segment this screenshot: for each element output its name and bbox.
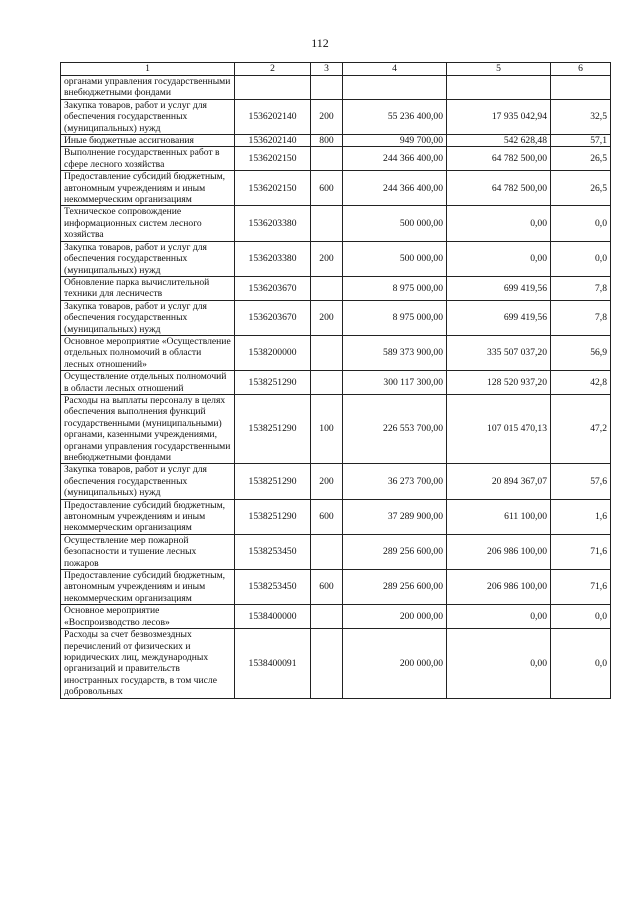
- row-code-cell: 1538253450: [235, 570, 311, 605]
- row-code-cell: 1538251290: [235, 371, 311, 395]
- row-percent-cell: 57,1: [551, 135, 611, 147]
- table-row: [61, 394, 611, 463]
- row-expense-type-cell: [311, 76, 343, 100]
- row-percent-cell: 57,6: [551, 464, 611, 499]
- row-code-cell: 1538400091: [235, 629, 311, 698]
- row-plan-cell: 949 700,00: [343, 135, 447, 147]
- header-cell-executed: 5: [447, 63, 551, 76]
- row-code-cell: 1536203380: [235, 241, 311, 276]
- table-row: [61, 300, 611, 335]
- row-plan-cell: [343, 76, 447, 100]
- row-plan-cell: 200 000,00: [343, 605, 447, 629]
- row-name-cell: Предоставление субсидий бюджетным, автономным учреждениям и иным некоммерческим организациям: [61, 499, 235, 534]
- header-cell-plan: 4: [343, 63, 447, 76]
- table-row: [61, 241, 611, 276]
- row-name-cell: Выполнение государственных работ в сфере лесного хозяйства: [61, 147, 235, 171]
- row-plan-cell: 55 236 400,00: [343, 99, 447, 134]
- row-code-cell: 1536203670: [235, 276, 311, 300]
- row-percent-cell: 32,5: [551, 99, 611, 134]
- table-row: [61, 534, 611, 569]
- row-name-cell: Техническое сопровождение информационных систем лесного хозяйства: [61, 206, 235, 241]
- row-expense-type-cell: [311, 371, 343, 395]
- row-expense-type-cell: [311, 147, 343, 171]
- row-name-cell: Закупка товаров, работ и услуг для обеспечения государственных (муниципальных) нужд: [61, 241, 235, 276]
- row-percent-cell: 71,6: [551, 534, 611, 569]
- row-percent-cell: 71,6: [551, 570, 611, 605]
- row-code-cell: 1536203380: [235, 206, 311, 241]
- row-executed-cell: [447, 76, 551, 100]
- row-percent-cell: 7,8: [551, 276, 611, 300]
- row-executed-cell: 64 782 500,00: [447, 171, 551, 206]
- row-expense-type-cell: 100: [311, 394, 343, 463]
- row-name-cell: Закупка товаров, работ и услуг для обеспечения государственных (муниципальных) нужд: [61, 464, 235, 499]
- row-name-cell: Основное мероприятие «Воспроизводство лесов»: [61, 605, 235, 629]
- row-name-cell: Осуществление отдельных полномочий в области лесных отношений: [61, 371, 235, 395]
- row-expense-type-cell: [311, 534, 343, 569]
- table-row: [61, 464, 611, 499]
- row-expense-type-cell: 200: [311, 99, 343, 134]
- header-cell-expense-type: 3: [311, 63, 343, 76]
- row-plan-cell: 500 000,00: [343, 241, 447, 276]
- row-executed-cell: 20 894 367,07: [447, 464, 551, 499]
- row-code-cell: 1536203670: [235, 300, 311, 335]
- row-plan-cell: 8 975 000,00: [343, 276, 447, 300]
- row-plan-cell: 36 273 700,00: [343, 464, 447, 499]
- table-row: [61, 371, 611, 395]
- table-row: [61, 605, 611, 629]
- table-row: [61, 335, 611, 370]
- row-plan-cell: 8 975 000,00: [343, 300, 447, 335]
- row-expense-type-cell: 200: [311, 241, 343, 276]
- row-executed-cell: 0,00: [447, 206, 551, 241]
- row-code-cell: 1538253450: [235, 534, 311, 569]
- table-row: [61, 135, 611, 147]
- row-expense-type-cell: 600: [311, 570, 343, 605]
- row-name-cell: Расходы за счет безвозмездных перечислений от физических и юридических лиц, международных организаций и правительств иностранных государств, в том числе добровольных: [61, 629, 235, 698]
- row-executed-cell: 206 986 100,00: [447, 570, 551, 605]
- row-executed-cell: 17 935 042,94: [447, 99, 551, 134]
- table-row: [61, 147, 611, 171]
- row-expense-type-cell: [311, 605, 343, 629]
- row-executed-cell: 0,00: [447, 629, 551, 698]
- row-executed-cell: 0,00: [447, 241, 551, 276]
- table-row: [61, 206, 611, 241]
- row-name-cell: Иные бюджетные ассигнования: [61, 135, 235, 147]
- header-cell-name: 1: [61, 63, 235, 76]
- row-percent-cell: 42,8: [551, 371, 611, 395]
- row-code-cell: 1538200000: [235, 335, 311, 370]
- row-executed-cell: 128 520 937,20: [447, 371, 551, 395]
- row-expense-type-cell: [311, 206, 343, 241]
- row-percent-cell: 0,0: [551, 605, 611, 629]
- table-row: [61, 570, 611, 605]
- table-header: [61, 63, 611, 76]
- row-expense-type-cell: 600: [311, 499, 343, 534]
- row-name-cell: органами управления государственными внебюджетными фондами: [61, 76, 235, 100]
- row-code-cell: 1538400000: [235, 605, 311, 629]
- row-name-cell: Закупка товаров, работ и услуг для обеспечения государственных (муниципальных) нужд: [61, 300, 235, 335]
- row-plan-cell: 589 373 900,00: [343, 335, 447, 370]
- row-percent-cell: 1,6: [551, 499, 611, 534]
- row-plan-cell: 244 366 400,00: [343, 171, 447, 206]
- row-percent-cell: 0,0: [551, 629, 611, 698]
- row-percent-cell: 26,5: [551, 147, 611, 171]
- row-code-cell: 1536202150: [235, 171, 311, 206]
- row-executed-cell: 0,00: [447, 605, 551, 629]
- row-executed-cell: 335 507 037,20: [447, 335, 551, 370]
- row-name-cell: Предоставление субсидий бюджетным, автономным учреждениям и иным некоммерческим организациям: [61, 570, 235, 605]
- row-code-cell: 1536202140: [235, 135, 311, 147]
- table-row: [61, 499, 611, 534]
- row-name-cell: Предоставление субсидий бюджетным, автономным учреждениям и иным некоммерческим организациям: [61, 171, 235, 206]
- row-code-cell: 1538251290: [235, 394, 311, 463]
- row-code-cell: 1538251290: [235, 499, 311, 534]
- row-expense-type-cell: 200: [311, 464, 343, 499]
- row-name-cell: Осуществление мер пожарной безопасности и тушение лесных пожаров: [61, 534, 235, 569]
- row-executed-cell: 206 986 100,00: [447, 534, 551, 569]
- table-body: [61, 76, 611, 699]
- row-percent-cell: [551, 76, 611, 100]
- row-percent-cell: 26,5: [551, 171, 611, 206]
- row-expense-type-cell: [311, 335, 343, 370]
- row-executed-cell: 699 419,56: [447, 276, 551, 300]
- row-plan-cell: 289 256 600,00: [343, 570, 447, 605]
- table-row: [61, 171, 611, 206]
- row-plan-cell: 37 289 900,00: [343, 499, 447, 534]
- header-cell-percent: 6: [551, 63, 611, 76]
- table-row: [61, 99, 611, 134]
- header-cell-code: 2: [235, 63, 311, 76]
- row-plan-cell: 300 117 300,00: [343, 371, 447, 395]
- row-percent-cell: 7,8: [551, 300, 611, 335]
- row-name-cell: Основное мероприятие «Осуществление отдельных полномочий в области лесных отношений»: [61, 335, 235, 370]
- row-name-cell: Расходы на выплаты персоналу в целях обеспечения выполнения функций государственными (муниципальными) органами, казенными учреждениями, органами управления государственными внебюджетными фондами: [61, 394, 235, 463]
- row-plan-cell: 500 000,00: [343, 206, 447, 241]
- header-row: [61, 63, 611, 76]
- row-percent-cell: 56,9: [551, 335, 611, 370]
- row-code-cell: 1536202140: [235, 99, 311, 134]
- row-expense-type-cell: 200: [311, 300, 343, 335]
- row-code-cell: 1536202150: [235, 147, 311, 171]
- row-name-cell: Обновление парка вычислительной техники для лесничеств: [61, 276, 235, 300]
- row-executed-cell: 107 015 470,13: [447, 394, 551, 463]
- table-row: [61, 76, 611, 100]
- row-expense-type-cell: 800: [311, 135, 343, 147]
- row-percent-cell: 47,2: [551, 394, 611, 463]
- row-plan-cell: 289 256 600,00: [343, 534, 447, 569]
- row-name-cell: Закупка товаров, работ и услуг для обеспечения государственных (муниципальных) нужд: [61, 99, 235, 134]
- page-number: 112: [311, 36, 329, 50]
- row-expense-type-cell: [311, 629, 343, 698]
- row-executed-cell: 542 628,48: [447, 135, 551, 147]
- row-plan-cell: 244 366 400,00: [343, 147, 447, 171]
- row-percent-cell: 0,0: [551, 241, 611, 276]
- row-code-cell: [235, 76, 311, 100]
- row-percent-cell: 0,0: [551, 206, 611, 241]
- table-row: [61, 276, 611, 300]
- row-executed-cell: 611 100,00: [447, 499, 551, 534]
- row-plan-cell: 200 000,00: [343, 629, 447, 698]
- row-code-cell: 1538251290: [235, 464, 311, 499]
- row-executed-cell: 699 419,56: [447, 300, 551, 335]
- row-expense-type-cell: [311, 276, 343, 300]
- budget-table: [60, 62, 611, 699]
- row-plan-cell: 226 553 700,00: [343, 394, 447, 463]
- row-expense-type-cell: 600: [311, 171, 343, 206]
- row-executed-cell: 64 782 500,00: [447, 147, 551, 171]
- table-row: [61, 629, 611, 698]
